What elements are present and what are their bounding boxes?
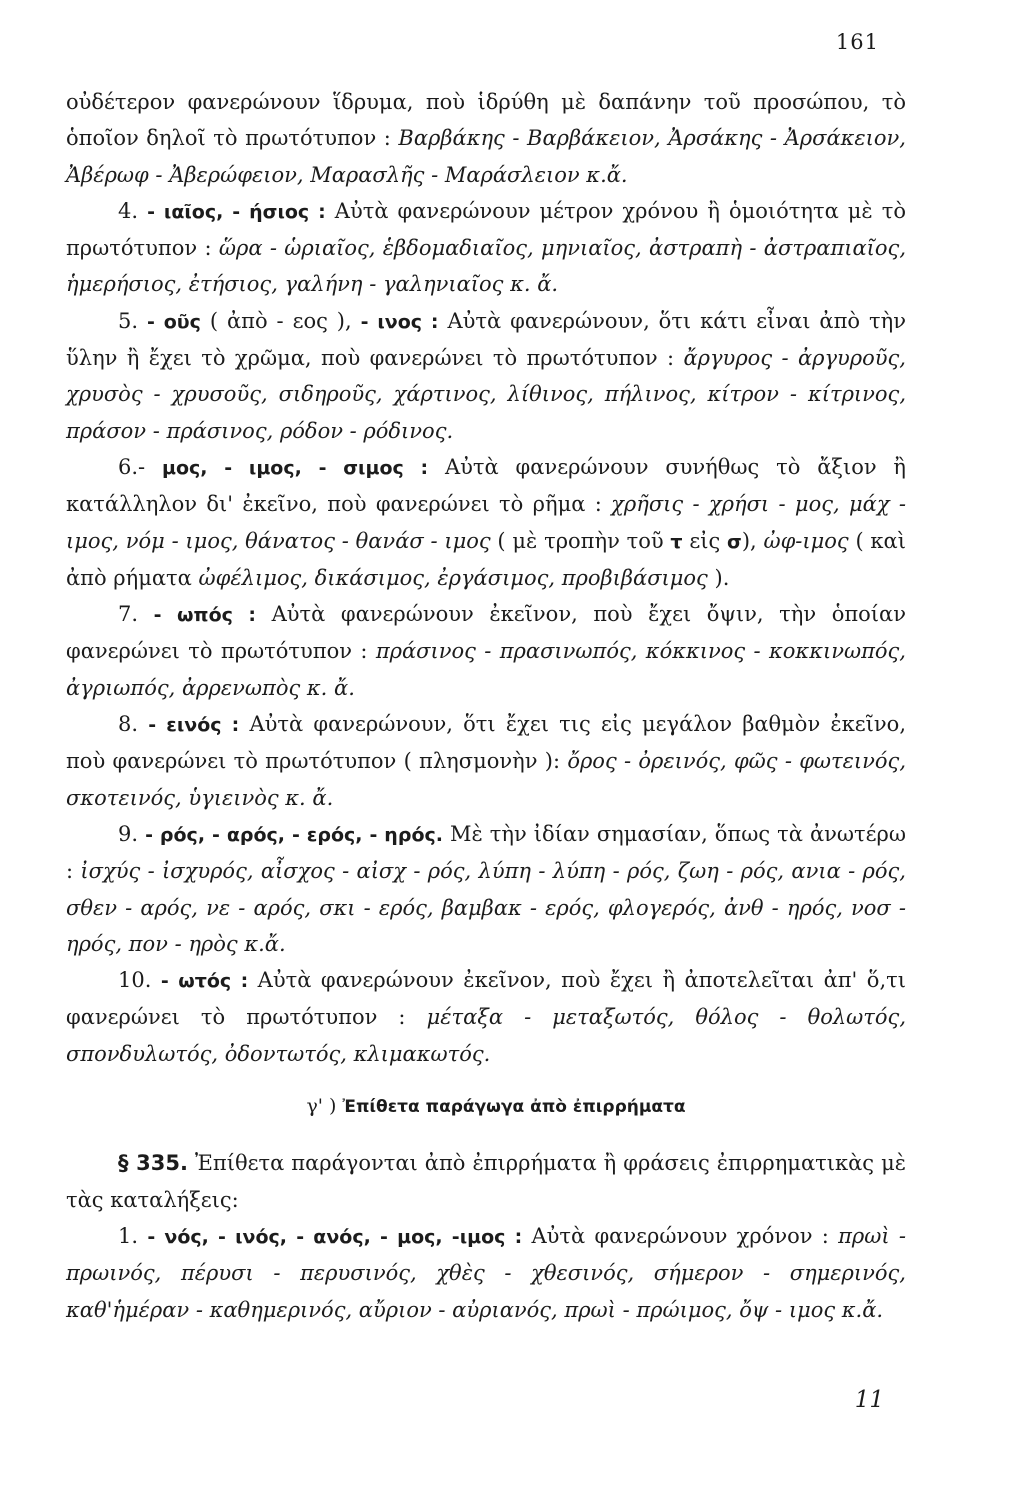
signature-number: 11 (854, 1387, 884, 1413)
suffix-label: μος, - ιμος, - σιμος : (161, 456, 429, 479)
parenthetical: ). (714, 565, 730, 590)
suffix-label: - ωπός : (153, 604, 256, 627)
example-text: πράσινος - πρασινωπός, κόκκινος - κοκκινωπός, ἀγριωπός, ἀρρενωπὸς κ. ἄ. (66, 639, 906, 700)
example-text: ὠφέλιμος, δικάσιμος, ἐργάσιμος, προβιβάσιμος (198, 565, 708, 590)
text: Αὐτὰ φανερώνουν μέτρον χρόνου ἢ ὁμοιότητα μὲ τὸ πρωτότυπον : (66, 198, 906, 261)
parenthetical: ( καὶ ἀπὸ ρήματα (66, 528, 906, 590)
heading-label: γ' ) (306, 1095, 337, 1118)
item-number: 10. (118, 968, 152, 993)
example-text: ἰσχύς - ἰσχυρός, αἶσχος - αἰσχ - ρός, λύπη - λύπη - ρός, ζωη - ρός, ανια - ρός, σθεν - αρός, νε - αρός, σκι - ερός, βαμβακ - ερός, φλογερός, ἀνθ - ηρός, νοσ - ηρός, πον - ηρὸς κ.ἄ. (66, 859, 906, 956)
parenthetical: ( ἀπὸ - εος ), (209, 308, 352, 333)
text: Αὐτὰ φανερώνουν, ὅτι κάτι εἶναι ἀπὸ τὴν ὕλην ἢ ἔχει τὸ χρῶμα, ποὺ φανερώνει τὸ πρωτότυπον : (66, 308, 906, 371)
text: οὐδέτερον φανερώνουν ἵδρυμα, ποὺ ἱδρύθη μὲ δαπάνην τοῦ προσώπου, τὸ ὁποῖον δηλοῖ τὸ πρωτότυπον : (66, 90, 906, 151)
section-335-item-1 (66, 1218, 906, 1328)
page-body (66, 84, 906, 1328)
item-number: 9. (118, 821, 139, 846)
page-number: 161 (835, 30, 879, 54)
section-6 (66, 449, 906, 596)
suffix-label: - ιαῖος, - ήσιος : (147, 200, 326, 223)
section-4 (66, 193, 906, 303)
item-number: 4. (118, 198, 139, 223)
example-text: χρῆσις - χρήσι - μος, μάχ - ιμος, νόμ - ιμος, θάνατος - θανάσ - ιμος (66, 492, 906, 553)
example-text: Βαρβάκης - Βαρβάκειον, Ἀρσάκης - Ἀρσάκειον, Ἀβέρωφ - Ἀβερώφειον, Μαρασλῆς - Μαράσλειον κ.ἄ. (66, 126, 906, 187)
parenthetical: ( μὲ τροπὴν τοῦ (497, 528, 664, 553)
item-number: 7. (118, 602, 139, 627)
example-text: μέταξα - μεταξωτός, θόλος - θολωτός, σπονδυλωτός, ὀδοντωτός, κλιμακωτός. (66, 1005, 906, 1066)
text: Αὐτὰ φανερώνουν ἐκεῖνον, ποὺ ἔχει ὄψιν, τὴν ὁποίαν φανερώνει τὸ πρωτότυπον : (66, 602, 906, 664)
suffix-label: - νός, - ινός, - ανός, - μος, -ιμος : (147, 1225, 523, 1248)
text: Αὐτὰ φανερώνουν ἐκεῖνον, ποὺ ἔχει ἢ ἀποτελεῖται ἀπ' ὅ,τι φανερώνει τὸ πρωτότυπον : (66, 968, 906, 1030)
suffix-label: - ωτός : (160, 970, 249, 993)
section-7 (66, 596, 906, 706)
parenthetical: ), (741, 528, 757, 553)
parenthetical: εἰς (689, 528, 721, 553)
paragraph-continuation (66, 84, 906, 193)
item-number: 6.- (118, 454, 146, 479)
suffix-label: - εινός : (148, 714, 240, 737)
item-number: 5. (118, 308, 139, 333)
letter-tau: τ (670, 530, 683, 553)
section-10 (66, 962, 906, 1072)
text: Αὐτὰ φανερώνουν, ὅτι ἔχει τις εἰς μεγάλον βαθμὸν ἐκεῖνο, ποὺ φανερώνει τὸ πρωτότυπον ( πλησμονὴν ): (66, 712, 906, 774)
suffix-label: - ινος : (360, 310, 439, 333)
example-text: ὄρος - ὀρεινός, φῶς - φωτεινός, σκοτεινός, ὑγιεινὸς κ. ἄ. (66, 749, 906, 810)
text: Μὲ τὴν ἰδίαν σημασίαν, ὅπως τὰ ἀνωτέρω : (66, 821, 906, 884)
letter-sigma: σ (727, 530, 742, 553)
text: Ἐπίθετα παράγονται ἀπὸ ἐπιρρήματα ἢ φράσεις ἐπιρρηματικὰς μὲ τὰς καταλήξεις: (66, 1151, 906, 1212)
item-number: 1. (118, 1223, 139, 1248)
example-text: ὥρα - ὡριαῖος, ἑβδομαδιαῖος, μηνιαῖος, ἀστραπὴ - ἀστραπιαῖος, ἡμερήσιος, ἐτήσιος, γαλήνη - γαληνιαῖος κ. ἄ. (66, 236, 906, 297)
example-text: πρωὶ - πρωινός, πέρυσι - περυσινός, χθὲς - χθεσινός, σήμερον - σημερινός, καθ'ἡμέραν - καθημερινός, αὔριον - αὐριανός, πρωὶ - πρώιμος, ὄψ - ιμος κ.ἄ. (66, 1223, 906, 1322)
example-text: ὠφ-ιμος (763, 528, 849, 553)
item-number: 8. (118, 712, 139, 737)
text: Αὐτὰ φανερώνουν συνήθως τὸ ἄξιον ἢ κατάλληλον δι' ἐκεῖνο, ποὺ φανερώνει τὸ ρῆμα : (66, 454, 907, 517)
suffix-label: - οῦς (146, 310, 201, 333)
section-335 (66, 1145, 906, 1218)
section-9 (66, 816, 906, 962)
example-text: ἄργυρος - ἀργυροῦς, χρυσὸς - χρυσοῦς, σιδηροῦς, χάρτινος, λίθινος, πήλινος, κίτρον - κίτρινος, πράσον - πράσινος, ρόδον - ρόδινος. (66, 346, 906, 443)
heading-title: Ἐπίθετα παράγωγα ἀπὸ ἐπιρρήματα (342, 1097, 686, 1118)
text: Αὐτὰ φανερώνουν χρόνον : (531, 1223, 829, 1248)
section-8 (66, 706, 906, 816)
section-number: § 335. (118, 1151, 188, 1176)
subsection-heading (66, 1088, 906, 1125)
suffix-label: - ρός, - αρός, - ερός, - ηρός. (145, 823, 443, 846)
section-5 (66, 303, 906, 449)
